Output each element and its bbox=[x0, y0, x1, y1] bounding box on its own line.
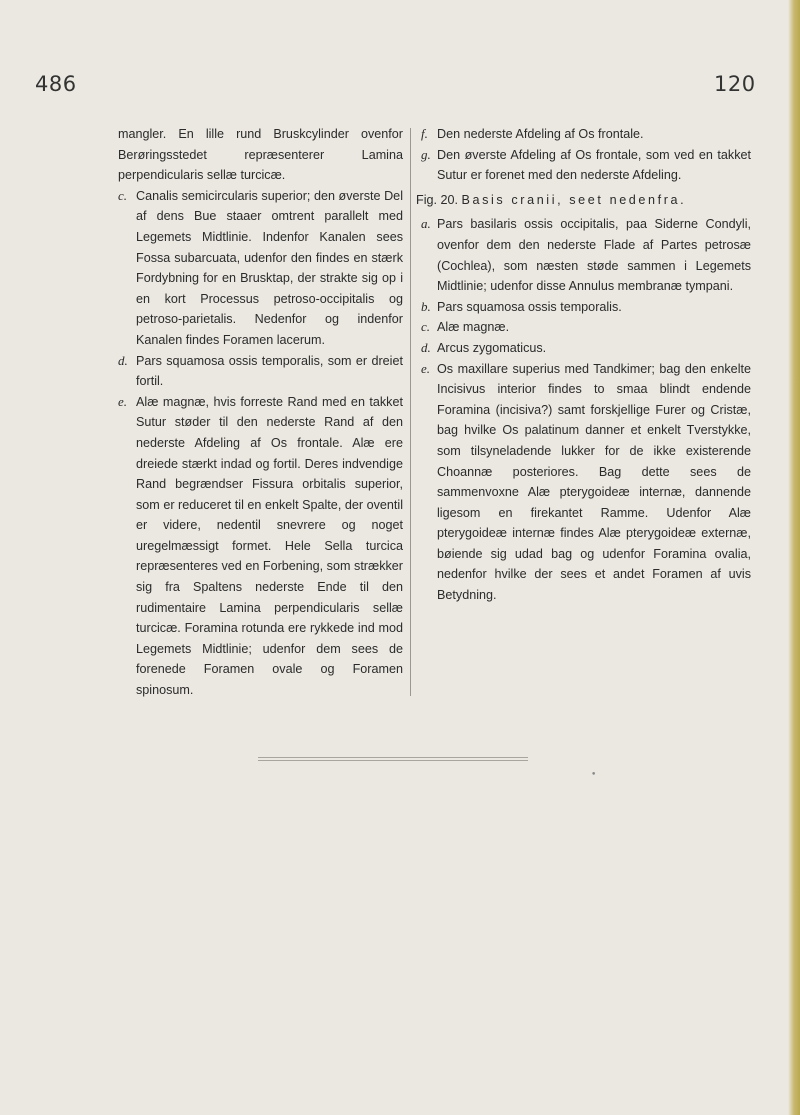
figure-title: Basis cranii, seet nedenfra. bbox=[461, 192, 687, 207]
fig-item-e bbox=[421, 359, 751, 606]
ink-speck: • bbox=[591, 770, 597, 780]
figure-heading bbox=[416, 190, 751, 211]
item-label: d. bbox=[118, 352, 128, 368]
left-item-c bbox=[118, 186, 403, 351]
section-rule bbox=[258, 757, 528, 758]
item-label: f. bbox=[421, 126, 428, 141]
fig-item-c bbox=[421, 317, 751, 338]
left-column bbox=[118, 124, 403, 701]
fig-item-b bbox=[421, 297, 751, 318]
right-item-g bbox=[421, 145, 751, 186]
item-label: d. bbox=[421, 339, 431, 355]
item-text: Den nederste Afdeling af Os frontale. bbox=[437, 127, 644, 141]
page-number-left: 486 bbox=[35, 72, 77, 96]
item-text: Os maxillare superius med Tandkimer; bag den enkelte Incisivus interior findes to smaa blindt endende Foramina (incisiva?) samt forskjellige Furer og Cristæ, bag hvilke Os palatinum danner et enkelt Tverstykke, som tilsyneladende lukker for de ikke existerende Choannæ posteriores. Bag dette sees de sammenvoxne Alæ pterygoideæ internæ, dannende ligesom en firekantet Ramme. Udenfor Alæ pterygoideæ internæ findes Alæ pterygoideæ externæ, bøiende sig udad bag og udenfor Foramina ovalia, nedenfor hvilke der sees et andet Foramen af uvis Betydning. bbox=[437, 361, 751, 603]
left-intro-paragraph: mangler. En lille rund Bruskcylinder ovenfor Berøringsstedet repræsenterer Lamina perpendicularis sellæ turcicæ. bbox=[118, 127, 403, 183]
item-label: g. bbox=[421, 146, 431, 162]
item-label: e. bbox=[118, 393, 128, 409]
section-rule bbox=[258, 760, 528, 761]
item-text: Pars squamosa ossis temporalis, som er dreiet fortil. bbox=[136, 353, 403, 389]
item-text: Pars squamosa ossis temporalis. bbox=[437, 299, 622, 314]
item-label: c. bbox=[118, 187, 128, 203]
fig-item-d bbox=[421, 338, 751, 359]
page-number-right: 120 bbox=[714, 72, 756, 96]
item-label: b. bbox=[421, 298, 431, 314]
figure-label: Fig. 20. bbox=[416, 192, 458, 207]
item-text: Alæ magnæ. bbox=[437, 320, 510, 335]
item-label: a. bbox=[421, 216, 431, 232]
item-text: Arcus zygomaticus. bbox=[437, 340, 547, 355]
page-edge bbox=[788, 0, 800, 1115]
left-item-e bbox=[118, 392, 403, 701]
right-item-f bbox=[421, 124, 751, 145]
item-text: Pars basilaris ossis occipitalis, paa Siderne Condyli, ovenfor dem den nederste Flade af Partes petrosæ (Cochlea), som næsten støde sammen i Legemets Midtlinie; udenfor disse Annulus membranæ tympani. bbox=[437, 217, 751, 294]
item-text: Alæ magnæ, hvis forreste Rand med en takket Sutur støder til den nederste Rand af den nederste Afdeling af Os frontale. Alæ ere dreiede stærkt indad og fortil. Deres indvendige Rand begrændser Fissura orbitalis superior, som er reduceret til en enkelt Spalte, der oventil er videre, nedentil snevrere og noget uregelmæssigt formet. Hele Sella turcica repræsenteres ved en Forbening, som strækker sig fra Spaltens nederste Ende til den rudimentaire Lamina perpendicularis sellæ turcicæ. Foramina rotunda ere rykkede ind mod Legemets Midtlinie; udenfor dem sees de forenede Foramen ovale og Foramen spinosum. bbox=[136, 394, 403, 698]
left-item-d bbox=[118, 351, 403, 392]
column-divider bbox=[410, 128, 411, 696]
item-text: Canalis semicircularis superior; den øverste Del af dens Bue staaer omtrent parallelt med Legemets Midtlinie. Indenfor Kanalen sees Fossa subarcuata, udenfor den findes en stærk Fordybning for en Brusktap, der strakte sig op i en kort Processus petroso-occipitalis og petroso-parietalis. Nedenfor og indenfor Kanalen findes Foramen lacerum. bbox=[136, 188, 403, 347]
fig-item-a bbox=[421, 214, 751, 296]
item-label: e. bbox=[421, 360, 431, 376]
item-text: Den øverste Afdeling af Os frontale, som ved en takket Sutur er forenet med den nederste Afdeling. bbox=[437, 147, 751, 183]
item-label: c. bbox=[421, 319, 431, 335]
right-column bbox=[416, 124, 751, 606]
